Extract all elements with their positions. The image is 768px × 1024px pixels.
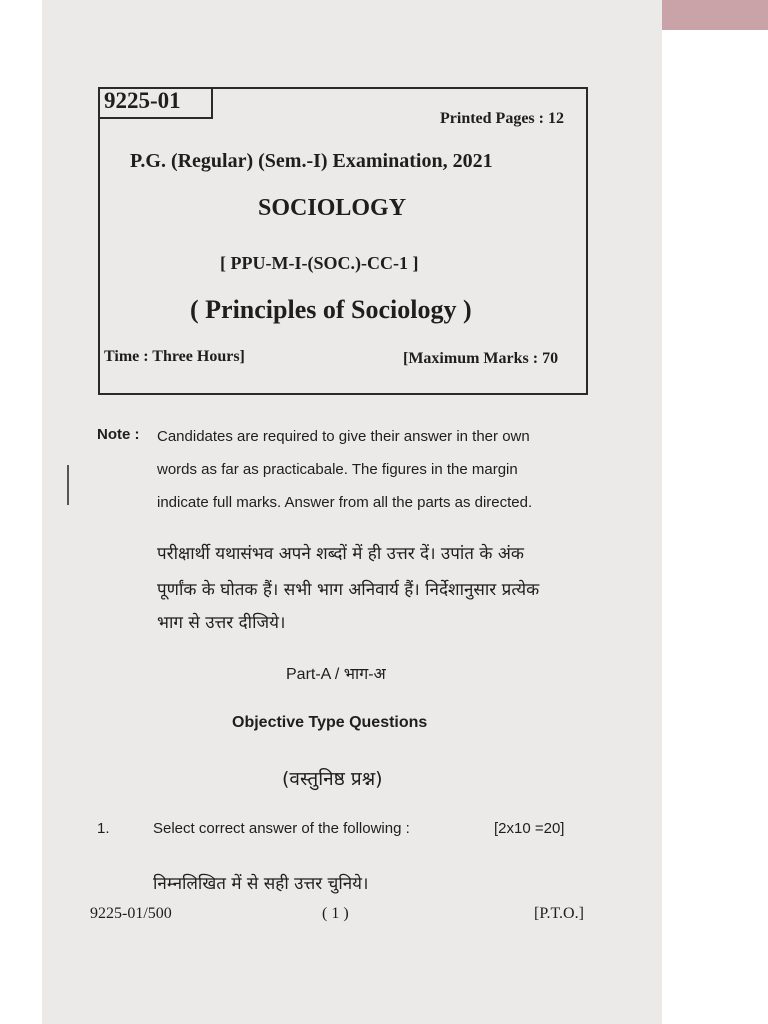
- background-corner: [662, 0, 768, 30]
- printed-pages: Printed Pages : 12: [440, 110, 564, 127]
- question-text-hindi: निम्नलिखित में से सही उत्तर चुनिये।: [153, 874, 369, 894]
- question-number: 1.: [97, 820, 110, 837]
- question-text: Select correct answer of the following :: [153, 820, 410, 837]
- note-label: Note :: [97, 426, 140, 443]
- paper-code: 9225-01: [104, 88, 181, 113]
- note-hindi-line: परीक्षार्थी यथासंभव अपने शब्दों में ही उत्तर दें। उपांत के अंक: [157, 544, 524, 564]
- subject-title: SOCIOLOGY: [258, 195, 407, 221]
- note-hindi-line: भाग से उत्तर दीजिये।: [157, 613, 286, 633]
- maximum-marks: [Maximum Marks : 70: [403, 350, 559, 367]
- paper-title: ( Principles of Sociology ): [190, 295, 472, 324]
- exam-title: P.G. (Regular) (Sem.-I) Examination, 2021: [130, 150, 493, 172]
- note-line: indicate full marks. Answer from all the parts as directed.: [157, 494, 533, 511]
- objective-heading: Objective Type Questions: [232, 714, 428, 731]
- exam-paper: [42, 0, 662, 1024]
- objective-heading-hindi: (वस्तुनिष्ठ प्रश्न): [282, 768, 383, 790]
- pto-label: [P.T.O.]: [534, 905, 584, 922]
- note-line: Candidates are required to give their answer in ther own: [157, 428, 530, 445]
- part-a-heading: Part-A / भाग-अ: [286, 666, 386, 683]
- note-line: words as far as practicabale. The figures in the margin: [157, 461, 518, 478]
- page-number: ( 1 ): [322, 905, 349, 922]
- footer-code: 9225-01/500: [90, 905, 172, 922]
- note-hindi-line: पूर्णांक के घोतक हैं। सभी भाग अनिवार्य हैं। निर्देशानुसार प्रत्येक: [157, 580, 540, 600]
- question-marks: [2x10 =20]: [494, 820, 565, 837]
- margin-mark: [67, 465, 69, 505]
- time-allowed: Time : Three Hours]: [104, 348, 245, 365]
- course-code: [ PPU-M-I-(SOC.)-CC-1 ]: [220, 253, 419, 273]
